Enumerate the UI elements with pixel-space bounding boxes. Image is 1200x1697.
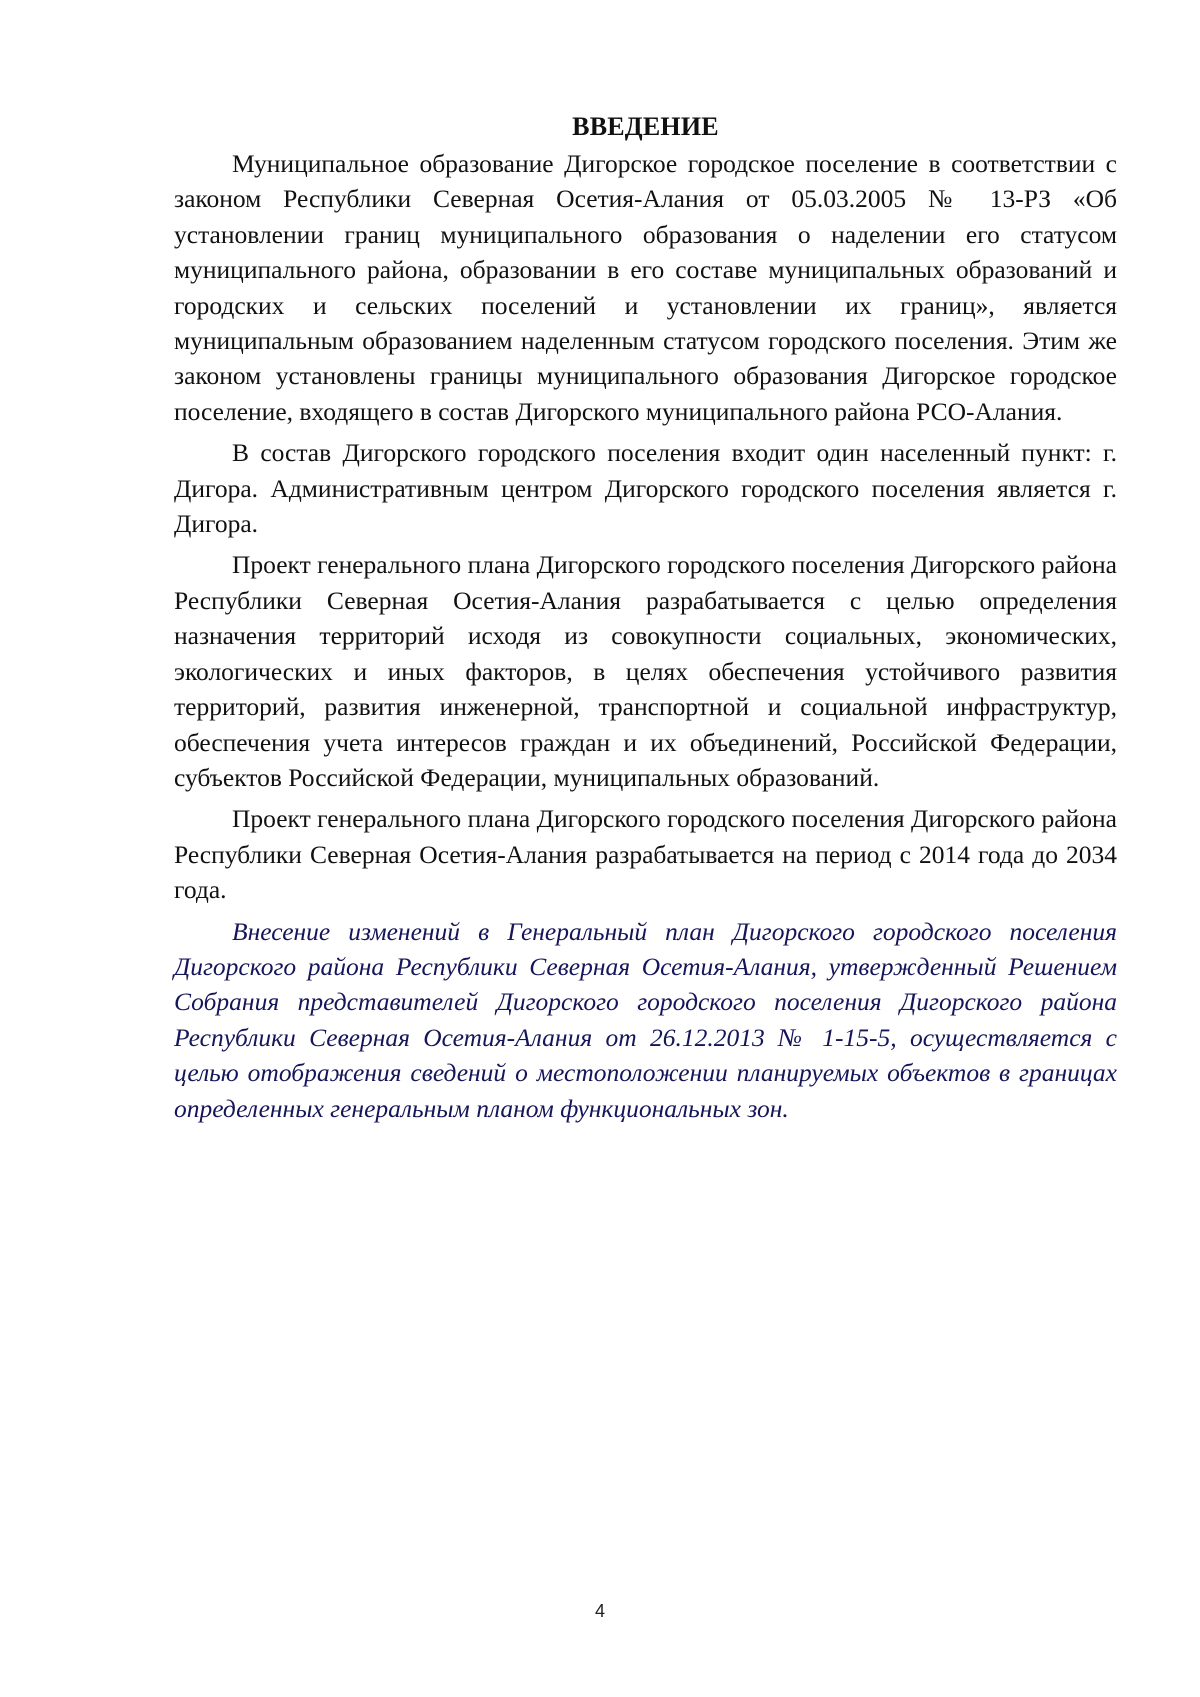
paragraph-plan-period: Проект генерального плана Дигорского городского поселения Дигорского района Республики Северная Осетия-Алания разрабатывается на период с 2014 года до 2034 года.: [174, 804, 1117, 905]
section-heading: ВВЕДЕНИЕ: [572, 112, 719, 141]
document-body: [174, 110, 1117, 1126]
paragraph-settlement-composition: В состав Дигорского городского поселения входит один населенный пункт: г. Дигора. Административным центром Дигорского городского поселения является г. Дигора.: [174, 438, 1117, 539]
paragraph-municipal-status: Муниципальное образование Дигорское городское поселение в соответствии с законом Республики Северная Осетия-Алания от 05.03.2005 № 13-РЗ «Об установлении границ муниципального образования о наделении его статусом муниципального района, образовании в его составе муниципальных образований и городских и сельских поселений и установлении их границ», является муниципальным образованием наделенным статусом городского поселения. Этим же законом установлены границы муниципального образования Дигорское городское поселение, входящего в состав Дигорского муниципального района РСО-Алания.: [174, 149, 1117, 426]
page-number: 4: [594, 1601, 605, 1621]
paragraph-amendments: Внесение изменений в Генеральный план Дигорского городского поселения Дигорского района Республики Северная Осетия-Алания, утвержденный Решением Собрания представителей Дигорского городского поселения Дигорского района Республики Северная Осетия-Алания от 26.12.2013 № 1-15-5, осуществляется с целью отображения сведений о местоположении планируемых объектов в границах определенных генеральным планом функциональных зон.: [174, 916, 1117, 1123]
paragraph-plan-purpose: Проект генерального плана Дигорского городского поселения Дигорского района Республики Северная Осетия-Алания разрабатывается с целью определения назначения территорий исходя из совокупности социальных, экономических, экологических и иных факторов, в целях обеспечения устойчивого развития территорий, развития инженерной, транспортной и социальной инфраструктур, обеспечения учета интересов граждан и их объединений, Российской Федерации, субъектов Российской Федерации, муниципальных образований.: [174, 550, 1117, 792]
